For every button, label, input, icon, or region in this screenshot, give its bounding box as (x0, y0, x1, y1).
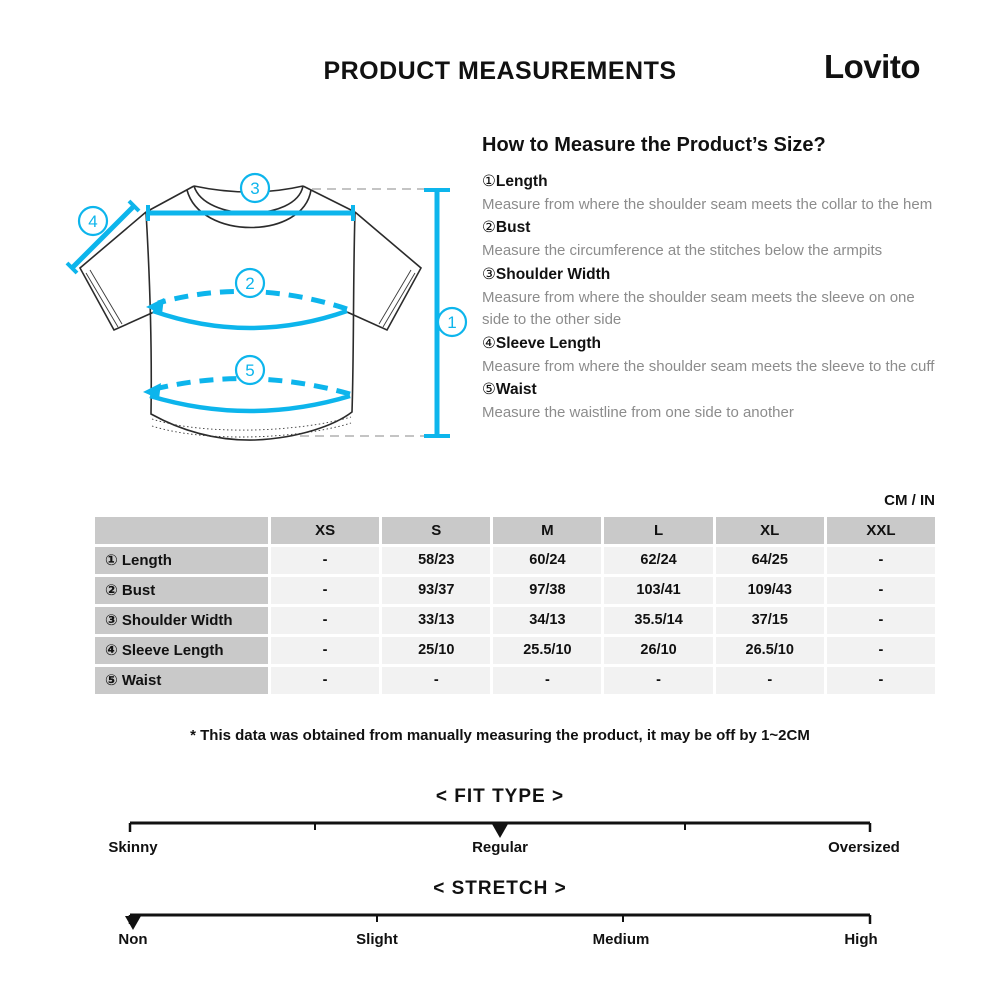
row-label-length: ① Length (95, 547, 268, 574)
table-cell: 60/24 (493, 547, 601, 574)
howto-item-sleeve-length (482, 332, 942, 356)
table-cell: - (271, 667, 379, 694)
diagram-marker-2 (236, 269, 264, 297)
table-cell: - (827, 547, 935, 574)
fit-type-marker (492, 824, 508, 838)
measurement-disclaimer: * This data was obtained from manually measuring the product, it may be off by 1~2CM (190, 727, 810, 744)
table-cell: - (271, 577, 379, 604)
howto-num: ① (482, 173, 496, 190)
table-cell: - (493, 667, 601, 694)
table-cell: - (827, 637, 935, 664)
table-cell: 33/13 (382, 607, 490, 634)
table-cell: 26/10 (604, 637, 712, 664)
row-label-sleeve-length: ④ Sleeve Length (95, 637, 268, 664)
table-cell: 26.5/10 (716, 637, 824, 664)
size-column-header: XL (716, 517, 824, 544)
howto-item-bust (482, 216, 942, 240)
table-cell: 34/13 (493, 607, 601, 634)
how-to-heading: How to Measure the Product’s Size? (482, 134, 826, 156)
howto-label: Bust (495, 219, 531, 237)
howto-label: Waist (495, 381, 537, 399)
howto-label: Sleeve Length (495, 334, 601, 352)
table-cell: 103/41 (604, 577, 712, 604)
howto-item-shoulder-width (482, 263, 942, 287)
howto-label: Length (495, 173, 548, 190)
size-column-header: XXL (827, 517, 935, 544)
table-cell: 97/38 (493, 577, 601, 604)
table-cell: 58/23 (382, 547, 490, 574)
diagram-marker-1 (438, 308, 466, 336)
diagram-marker-4 (79, 207, 107, 235)
howto-item-length (482, 170, 942, 194)
table-cell: - (271, 637, 379, 664)
fit-label-skinny: Skinny (108, 839, 158, 856)
row-label-bust: ② Bust (95, 577, 268, 604)
table-cell: 25/10 (382, 637, 490, 664)
howto-desc: Measure the circumference at the stitches below the armpits (482, 242, 883, 260)
table-cell: - (271, 547, 379, 574)
howto-desc: Measure from where the shoulder seam meets the sleeve to the cuff (482, 357, 935, 375)
stretch-scale (120, 910, 880, 934)
stretch-marker (125, 916, 141, 930)
table-cell: - (827, 607, 935, 634)
table-cell: 64/25 (716, 547, 824, 574)
size-column-header: S (382, 517, 490, 544)
brand-logo: Lovito (824, 48, 920, 85)
page-title: PRODUCT MEASUREMENTS (323, 57, 677, 85)
fit-label-regular: Regular (472, 839, 528, 856)
howto-label: Shoulder Width (495, 265, 611, 283)
svg-text:5: 5 (245, 361, 255, 380)
table-cell: - (827, 667, 935, 694)
size-column-header: M (493, 517, 601, 544)
table-cell: - (382, 667, 490, 694)
fit-type-title: < FIT TYPE > (435, 786, 565, 807)
howto-item-waist (482, 378, 942, 402)
svg-text:2: 2 (245, 274, 255, 293)
table-cell: 37/15 (716, 607, 824, 634)
svg-text:3: 3 (250, 179, 260, 198)
units-label: CM / IN (884, 492, 935, 509)
diagram-marker-3 (241, 174, 269, 202)
tshirt-outline (80, 186, 421, 440)
howto-desc: Measure from where the shoulder seam meets the sleeve on one side to the other side (482, 288, 915, 329)
table-cell: 35.5/14 (604, 607, 712, 634)
svg-text:1: 1 (447, 313, 457, 332)
tshirt-measurement-diagram (50, 148, 480, 474)
howto-desc: Measure the waistline from one side to another (482, 404, 794, 422)
howto-num: ⑤ (482, 381, 496, 399)
table-cell: 93/37 (382, 577, 490, 604)
diagram-marker-5 (236, 356, 264, 384)
stretch-label-slight: Slight (356, 931, 398, 948)
svg-text:4: 4 (88, 212, 98, 231)
stretch-label-medium: Medium (592, 931, 650, 948)
how-to-measure-section (482, 134, 942, 424)
howto-num: ② (482, 219, 496, 237)
table-cell: - (271, 607, 379, 634)
stretch-label-high: High (844, 931, 878, 948)
stretch-label-non: Non (118, 931, 148, 948)
table-corner-cell (95, 517, 268, 544)
table-cell: 109/43 (716, 577, 824, 604)
stretch-title: < STRETCH > (433, 878, 567, 899)
howto-num: ④ (482, 334, 496, 352)
row-label-shoulder-width: ③ Shoulder Width (95, 607, 268, 634)
table-cell: 25.5/10 (493, 637, 601, 664)
size-column-header: XS (271, 517, 379, 544)
fit-label-oversized: Oversized (828, 839, 900, 856)
table-cell: - (827, 577, 935, 604)
howto-desc: Measure from where the shoulder seam meets the collar to the hem (482, 196, 933, 213)
size-column-header: L (604, 517, 712, 544)
row-label-waist: ⑤ Waist (95, 667, 268, 694)
size-table (95, 517, 935, 694)
table-cell: - (716, 667, 824, 694)
table-cell: 62/24 (604, 547, 712, 574)
howto-num: ③ (482, 265, 496, 283)
table-cell: - (604, 667, 712, 694)
